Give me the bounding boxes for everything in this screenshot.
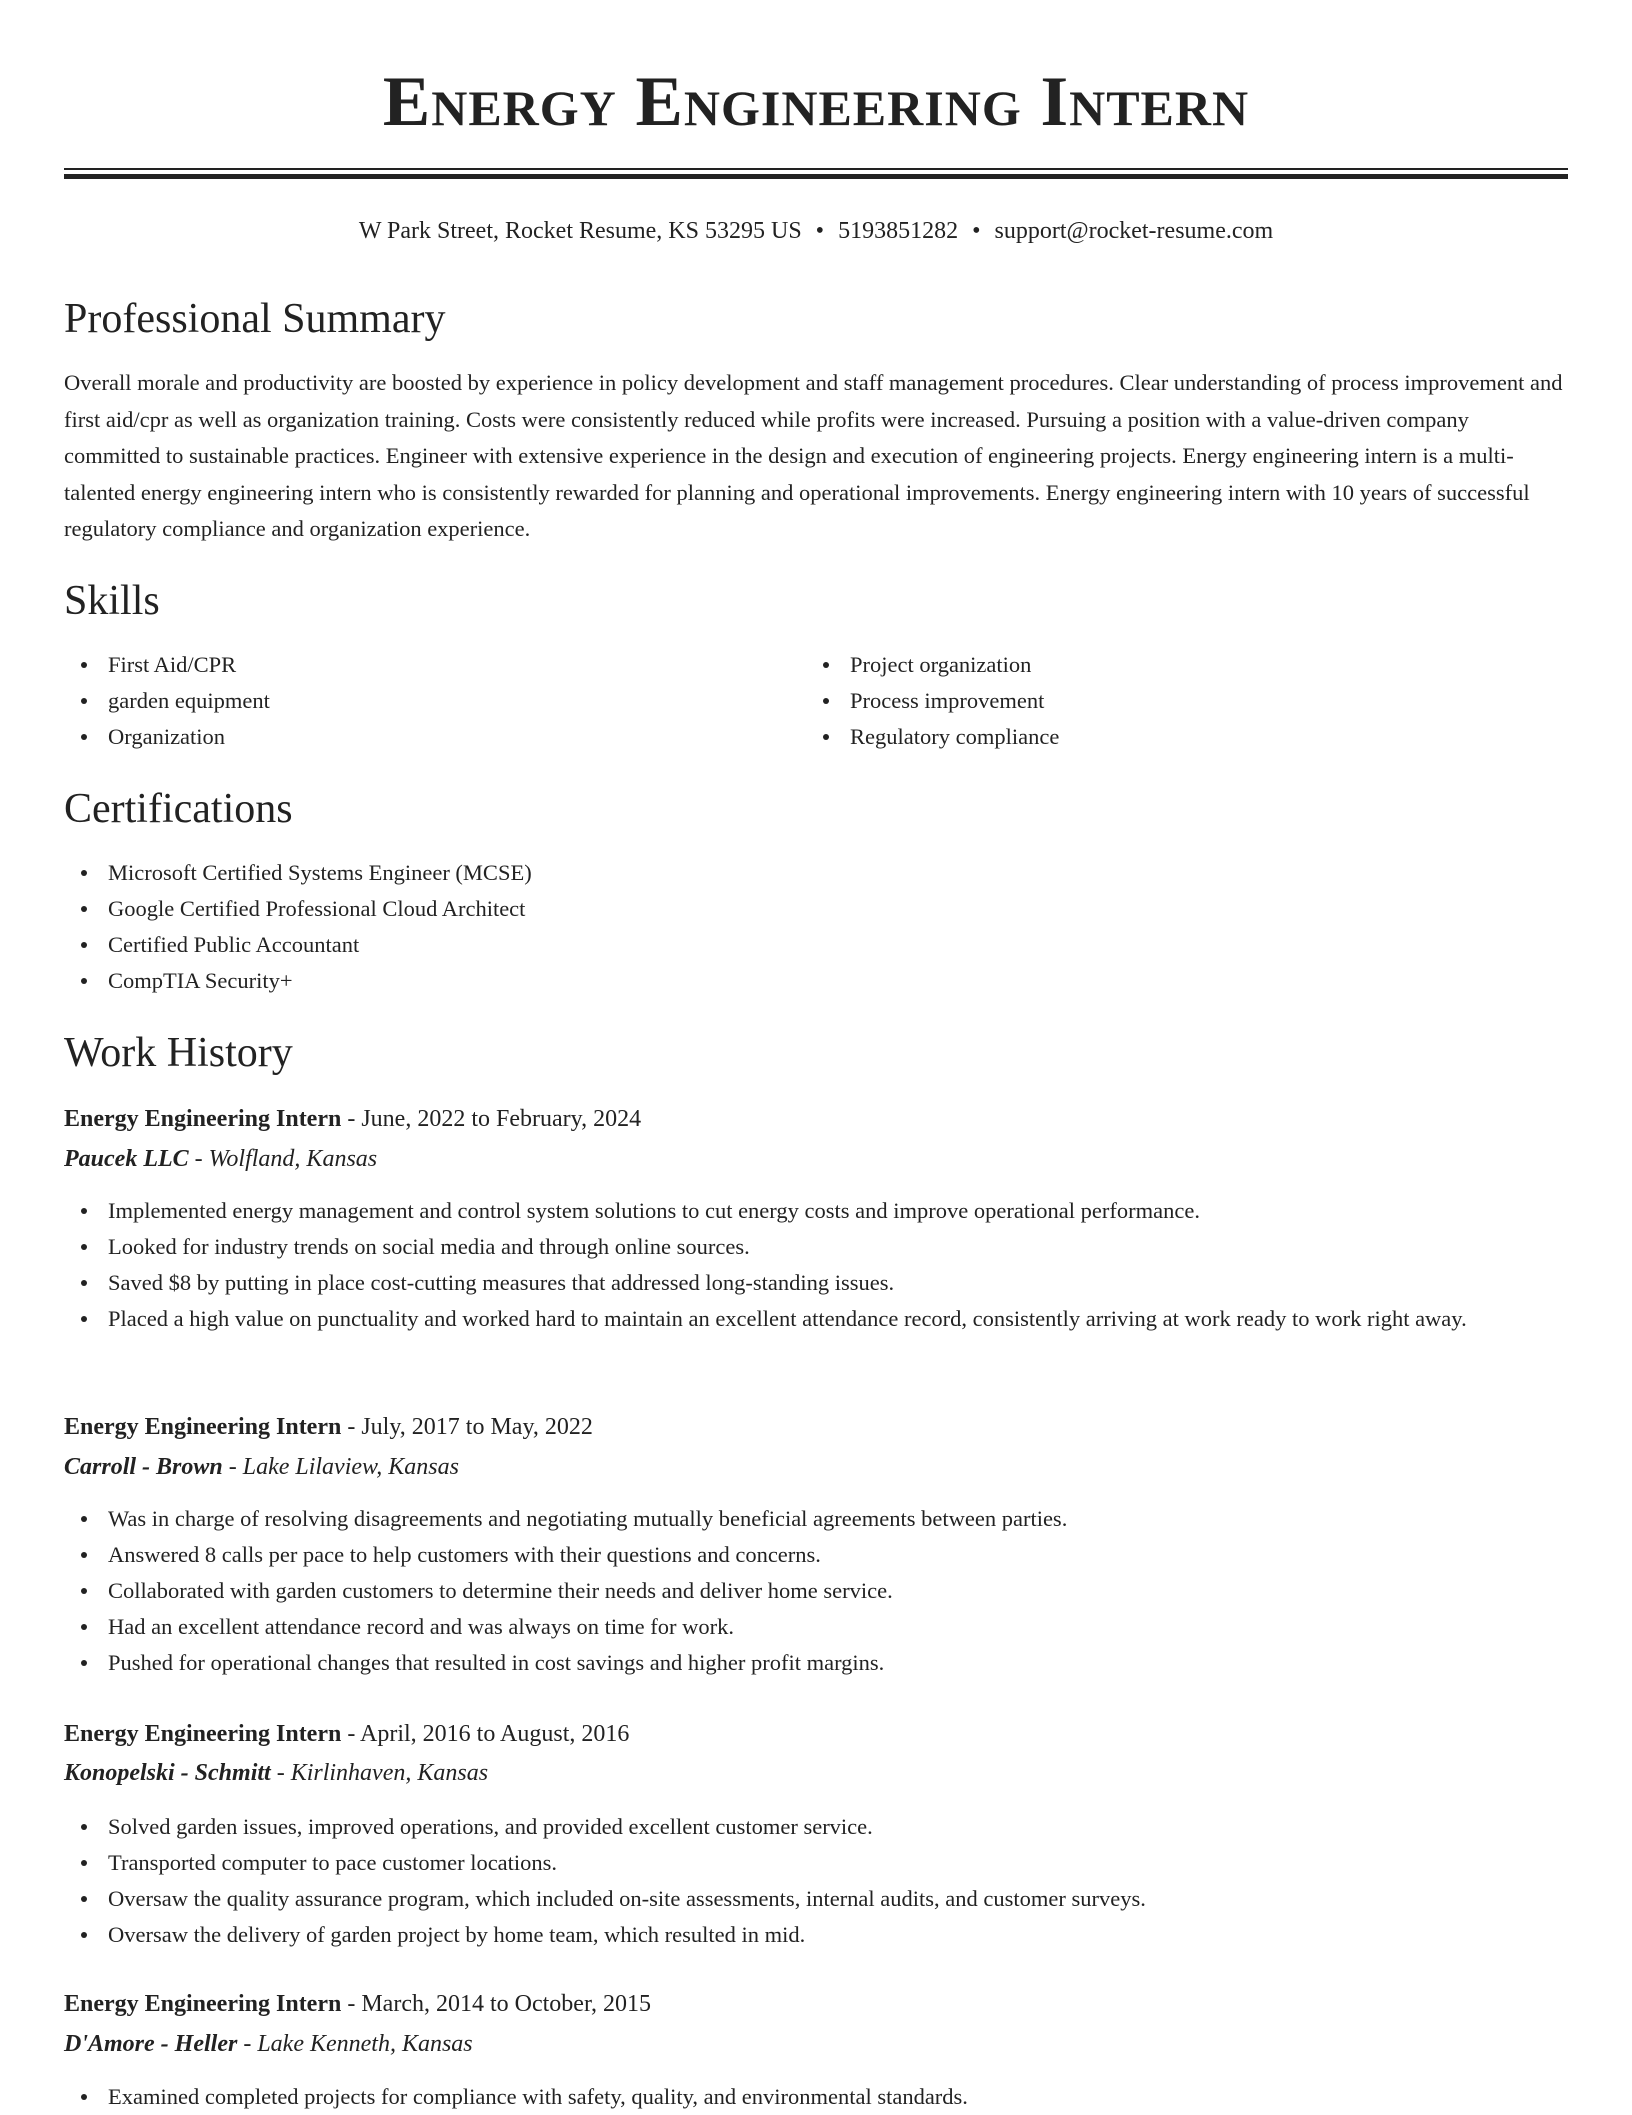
job-bullet: Collaborated with garden customers to determine their needs and deliver home service. xyxy=(64,1573,1568,1609)
work-history-heading: Work History xyxy=(64,1030,293,1076)
skill-item: First Aid/CPR xyxy=(64,647,764,683)
certification-item: CompTIA Security+ xyxy=(64,963,1568,999)
job-bullet: Saved $8 by putting in place cost-cutting measures that addressed long-standing issues. xyxy=(64,1265,1568,1301)
skill-item: Project organization xyxy=(806,647,1506,683)
job-dates: July, 2017 to May, 2022 xyxy=(361,1414,593,1440)
job-bullet: Implemented energy management and control system solutions to cut energy costs and improve operational performance. xyxy=(64,1193,1568,1229)
job-bullet: Solved garden issues, improved operations, and provided excellent customer service. xyxy=(64,1809,1568,1845)
job-bullet: Examined completed projects for compliance with safety, quality, and environmental standards. xyxy=(64,2079,1568,2115)
job-company: Carroll - Brown xyxy=(64,1454,223,1480)
job-employer: D'Amore - Heller - Lake Kenneth, Kansas xyxy=(64,2031,473,2057)
candidate-name: Energy Engineering Intern xyxy=(382,63,1250,141)
skill-item: Organization xyxy=(64,719,764,755)
job-bullet: Oversaw the quality assurance program, which included on-site assessments, internal audits, and customer surveys. xyxy=(64,1881,1568,1917)
job-location: Wolfland, Kansas xyxy=(208,1146,378,1172)
skills-list-left xyxy=(64,647,764,755)
certification-item: Microsoft Certified Systems Engineer (MCSE) xyxy=(64,855,1568,891)
job-bullets xyxy=(64,1809,1568,1953)
contact-separator: • xyxy=(815,218,825,244)
certification-item: Google Certified Professional Cloud Architect xyxy=(64,891,1568,927)
skill-item: Regulatory compliance xyxy=(806,719,1506,755)
skill-item: garden equipment xyxy=(64,683,764,719)
job-bullet: Pushed for operational changes that resulted in cost savings and higher profit margins. xyxy=(64,1645,1568,1681)
skills-list-right xyxy=(806,647,1506,755)
job-company: Paucek LLC xyxy=(64,1146,189,1172)
job-title: Energy Engineering Intern xyxy=(64,1721,342,1747)
summary-text: Overall morale and productivity are boosted by experience in policy development and staff management procedures. Clear understanding of process improvement and first aid/cpr as well as organization training. Costs were consistently reduced while profits were increased. Pursuing a position with a value-driven company committed to sustainable practices. Engineer with extensive experience in the design and execution of engineering projects. Energy engineering intern is a multi-talented energy engineering intern who is consistently rewarded for planning and operational improvements. Energy engineering intern with 10 years of successful regulatory compliance and organization experience. xyxy=(64,370,1563,541)
contact-line xyxy=(64,214,1568,248)
job-employer: Paucek LLC - Wolfland, Kansas xyxy=(64,1146,378,1172)
skills-heading: Skills xyxy=(64,578,160,624)
job-location: Lake Kenneth, Kansas xyxy=(257,2031,473,2057)
job-bullets xyxy=(64,2079,1568,2115)
job-header: Energy Engineering Intern - April, 2016 to August, 2016 xyxy=(64,1721,630,1747)
job-header: Energy Engineering Intern - March, 2014 to October, 2015 xyxy=(64,1991,651,2017)
job-title: Energy Engineering Intern xyxy=(64,1106,342,1132)
contact-email: support@rocket-resume.com xyxy=(994,218,1274,244)
job-bullet: Placed a high value on punctuality and worked hard to maintain an excellent attendance record, consistently arriving at work ready to work right away. xyxy=(64,1301,1568,1337)
job-header: Energy Engineering Intern - June, 2022 to February, 2024 xyxy=(64,1106,642,1132)
job-bullets xyxy=(64,1501,1568,1681)
job-header: Energy Engineering Intern - July, 2017 to May, 2022 xyxy=(64,1414,593,1440)
skill-item: Process improvement xyxy=(806,683,1506,719)
header-rule-thick xyxy=(64,174,1568,179)
job-bullet: Oversaw the delivery of garden project by home team, which resulted in mid. xyxy=(64,1917,1568,1953)
contact-address: W Park Street, Rocket Resume, KS 53295 US xyxy=(358,218,802,244)
job-bullet: Was in charge of resolving disagreements and negotiating mutually beneficial agreements between parties. xyxy=(64,1501,1568,1537)
header-rule-thin xyxy=(64,168,1568,170)
contact-separator: • xyxy=(972,218,981,244)
job-dates: April, 2016 to August, 2016 xyxy=(360,1721,630,1747)
job-employer: Konopelski - Schmitt - Kirlinhaven, Kansas xyxy=(64,1760,489,1786)
summary-heading: Professional Summary xyxy=(64,296,446,342)
job-bullet: Answered 8 calls per pace to help customers with their questions and concerns. xyxy=(64,1537,1568,1573)
job-title: Energy Engineering Intern xyxy=(64,1991,342,2017)
job-bullets xyxy=(64,1193,1568,1337)
job-bullet: Transported computer to pace customer locations. xyxy=(64,1845,1568,1881)
job-dates: March, 2014 to October, 2015 xyxy=(361,1991,651,2017)
certification-item: Certified Public Accountant xyxy=(64,927,1568,963)
job-bullet: Had an excellent attendance record and was always on time for work. xyxy=(64,1609,1568,1645)
contact-phone: 5193851282 xyxy=(838,218,959,244)
job-company: D'Amore - Heller xyxy=(64,2031,238,2057)
job-company: Konopelski - Schmitt xyxy=(64,1760,271,1786)
job-dates: June, 2022 to February, 2024 xyxy=(361,1106,642,1132)
job-location: Kirlinhaven, Kansas xyxy=(290,1760,489,1786)
job-bullet: Looked for industry trends on social media and through online sources. xyxy=(64,1229,1568,1265)
job-title: Energy Engineering Intern xyxy=(64,1414,342,1440)
certifications-heading: Certifications xyxy=(64,786,293,832)
job-employer: Carroll - Brown - Lake Lilaview, Kansas xyxy=(64,1454,459,1480)
job-location: Lake Lilaview, Kansas xyxy=(242,1454,459,1480)
certifications-list xyxy=(64,855,1568,999)
